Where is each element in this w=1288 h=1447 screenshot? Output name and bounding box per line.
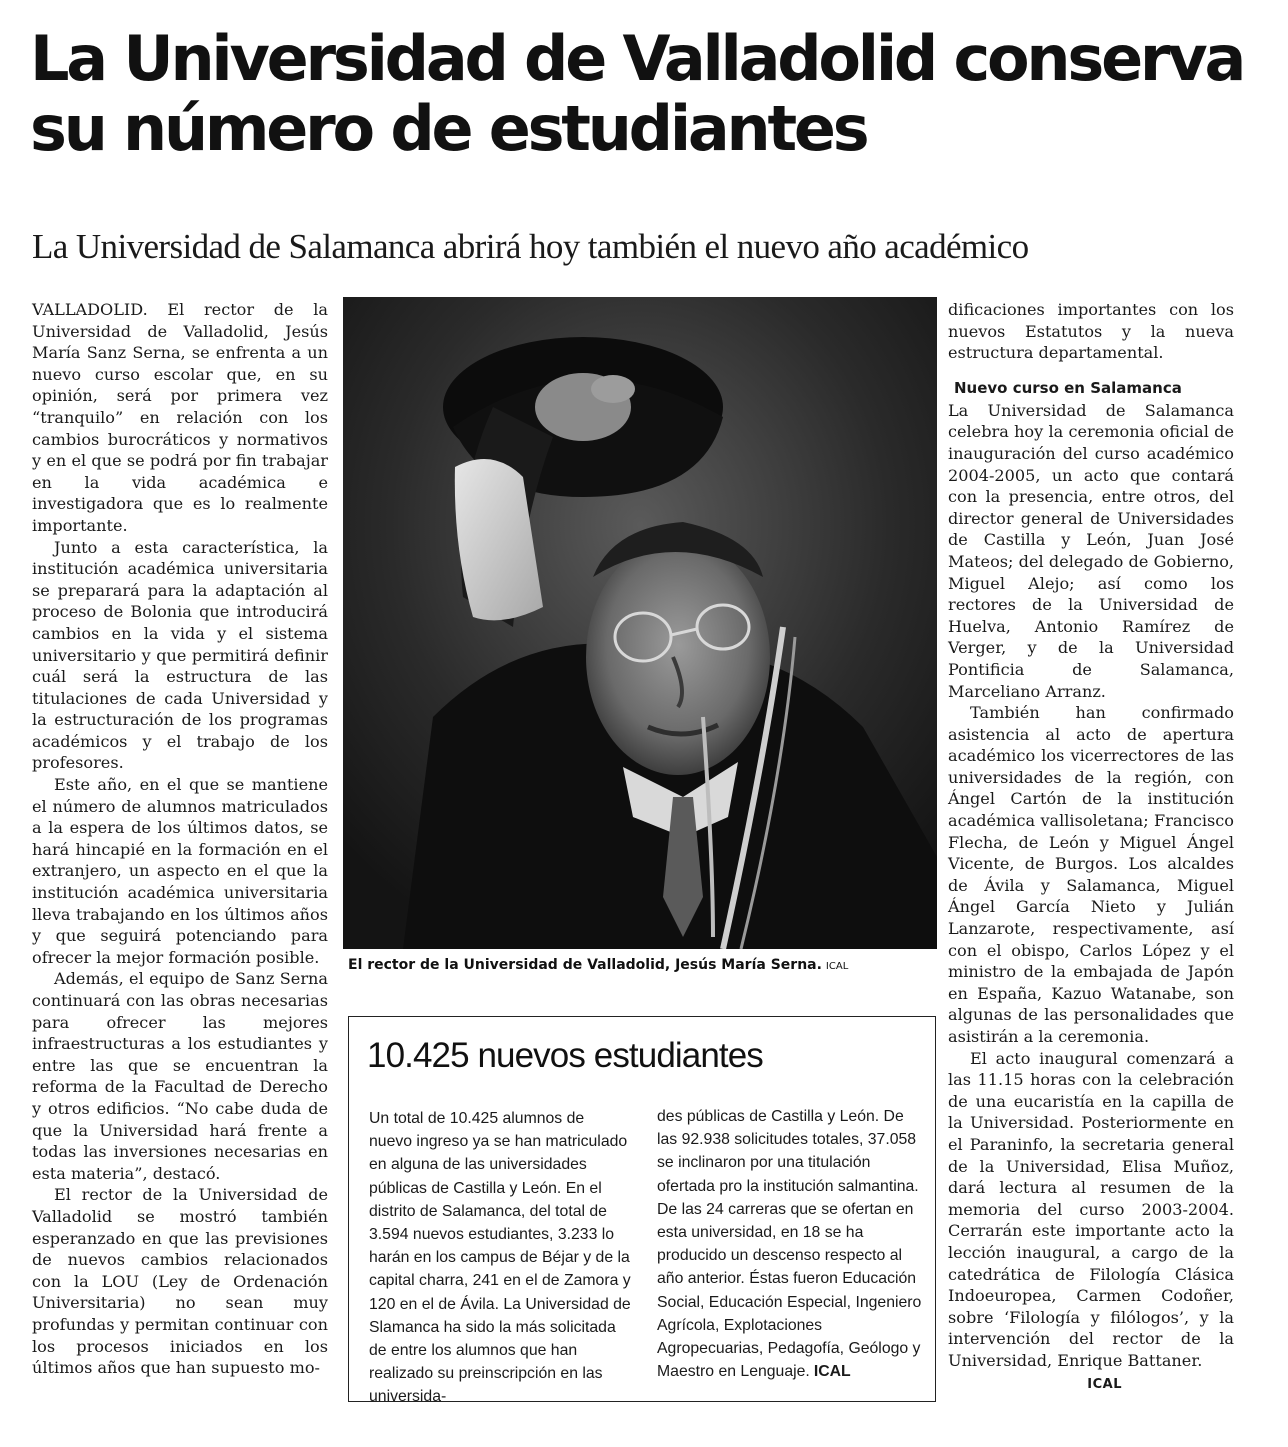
photo-credit: ICAL [825, 961, 849, 972]
sidebar-title: 10.425 nuevos estudiantes [367, 1036, 763, 1075]
sidebar-column-2 [657, 1105, 927, 1383]
photo-caption [348, 955, 948, 977]
body-paragraph: Junto a esta característica, la institución académica universitaria se preparará para la adaptación al proceso de Bolonia que introducirá cambios en la vida y el sistema universitario y que permitirá definir cuál será la estructura de las titulaciones de cada Universidad y la estructuración de los programas académicos y el trabajo de los profesores. [32, 537, 328, 773]
body-paragraph: Además, el equipo de Sanz Serna continuará con las obras necesarias para ofrecer las mejores infraestructuras a los estudiantes y entre las que se encuentran la reforma de la Facultad de Derecho y otros edificios. “No cabe duda de que la Universidad hará frente a todas las inversiones necesarias en esta materia”, destacó. [32, 969, 328, 1183]
sidebar-paragraph-text: De las 24 carreras que se ofertan en esta universidad, en 18 se ha producido un descenso respecto al año anterior. Éstas fueron Educación Social, Educación Especial, Ingeniero Agrícola, Explotaciones Agropecuarias, Pedagofía, Geólogo y Maestro en Lenguaje. [657, 1200, 922, 1381]
headline: La Universidad de Valladolid conserva su número de estudiantes [30, 22, 1244, 165]
caption-text: El rector de la Universidad de Valladolid, Jesús María Serna. [348, 957, 822, 973]
section-heading: Nuevo curso en Salamanca [954, 378, 1182, 397]
body-paragraph: También han confirmado asistencia al acto de apertura académico los vicerrectores de las universidades de la región, con Ángel Cartón de la institución académica vallisoletana; Francisco Flecha, de León y Miguel Ángel Vicente, de Burgos. Los alcaldes de Ávila y Salamanca, Miguel Ángel García Nieto y Julián Lanzarote, respectivamente, así con el obispo, Carlos López y el ministro de la embajada de Japón en España, Kazuo Watanabe, son algunas de las personalidades que asistirán a la ceremonia. [948, 703, 1234, 1046]
article-signature: ICAL [1087, 1376, 1122, 1392]
body-paragraph: El acto inaugural comenzará a las 11.15 horas con la celebración de una eucaristía en la capilla de la Universidad. Posteriormente en el Paraninfo, la secretaria general de la Universidad, Elisa Muñoz, dará lectura al resumen de la memoria del curso 2003-2004. Cerrarán este importante acto la lección inaugural, a cargo de la catedrática de Filología Clásica Indoeuropea, Carmen Codoñer, sobre ‘Filología y filólogos’, y la intervención del rector de la Universidad, Enrique Battaner. [948, 1048, 1234, 1370]
sidebar-paragraph: Un total de 10.425 alumnos de nuevo ingreso ya se han matriculado en alguna de las universidades públicas de Castilla y León. En el distrito de Salamanca, del total de 3.594 nuevos estudiantes, 3.233 lo harán en los campus de Béjar y de la capital charra, 241 en el de Zamora y 120 en el de Ávila. La Universidad de Slamanca ha sido la más solicitada de entre los alumnos que han realizado su preinscripción en las universida- [369, 1110, 631, 1406]
right-column [948, 299, 1234, 1395]
body-paragraph: VALLADOLID. El rector de la Universidad de Valladolid, Jesús María Sanz Serna, se enfrenta a un nuevo curso escolar que, en su opinión, será por primera vez “tranquilo” en relación con los cambios burocráticos y normativos y en el que se podrá por fin trabajar en la vida académica e investigadora que es lo realmente importante. [32, 300, 328, 535]
body-paragraph: Este año, en el que se mantiene el número de alumnos matriculados a la espera de los últimos datos, se hará hincapié en la formación en el extranjero, un aspecto en el que la institución académica universitaria lleva trabajando en los últimos años y que seguirá potenciando para ofrecer la mejor formación posible. [32, 775, 328, 967]
sidebar-signature: ICAL [813, 1363, 851, 1381]
rector-photo-illustration [343, 297, 937, 949]
sidebar-paragraph: des públicas de Castilla y León. De las 92.938 solicitudes totales, 37.058 se inclinaron por una titulación ofertada pro la institución salmantina. [657, 1108, 919, 1195]
left-column [32, 299, 328, 1379]
sidebar-paragraph [657, 1198, 927, 1384]
photo-rector [343, 297, 937, 949]
body-paragraph: dificaciones importantes con los nuevos Estatutos y la nueva estructura departamental. [948, 300, 1234, 363]
sidebar-box [348, 1016, 936, 1406]
subheadline: La Universidad de Salamanca abrirá hoy también el nuevo año académico [32, 227, 1029, 266]
sidebar-column-1 [369, 1107, 631, 1409]
body-paragraph: La Universidad de Salamanca celebra hoy la ceremonia oficial de inauguración del curso académico 2004-2005, un acto que contará con la presencia, entre otros, del director general de Universidades de Castilla y León, Juan José Mateos; del delegado de Gobierno, Miguel Alejo; así como los rectores de la Universidad de Huelva, Antonio Ramírez de Verger, y de la Universidad Pontificia de Salamanca, Marceliano Arranz. [948, 400, 1234, 701]
body-paragraph: El rector de la Universidad de Valladolid se mostró también esperanzado en que las previsiones de nuevos cambios relacionados con la LOU (Ley de Ordenación Universitaria) no sean muy profundas y permitan continuar con los procesos iniciados en los últimos años que han supuesto mo- [32, 1185, 328, 1378]
